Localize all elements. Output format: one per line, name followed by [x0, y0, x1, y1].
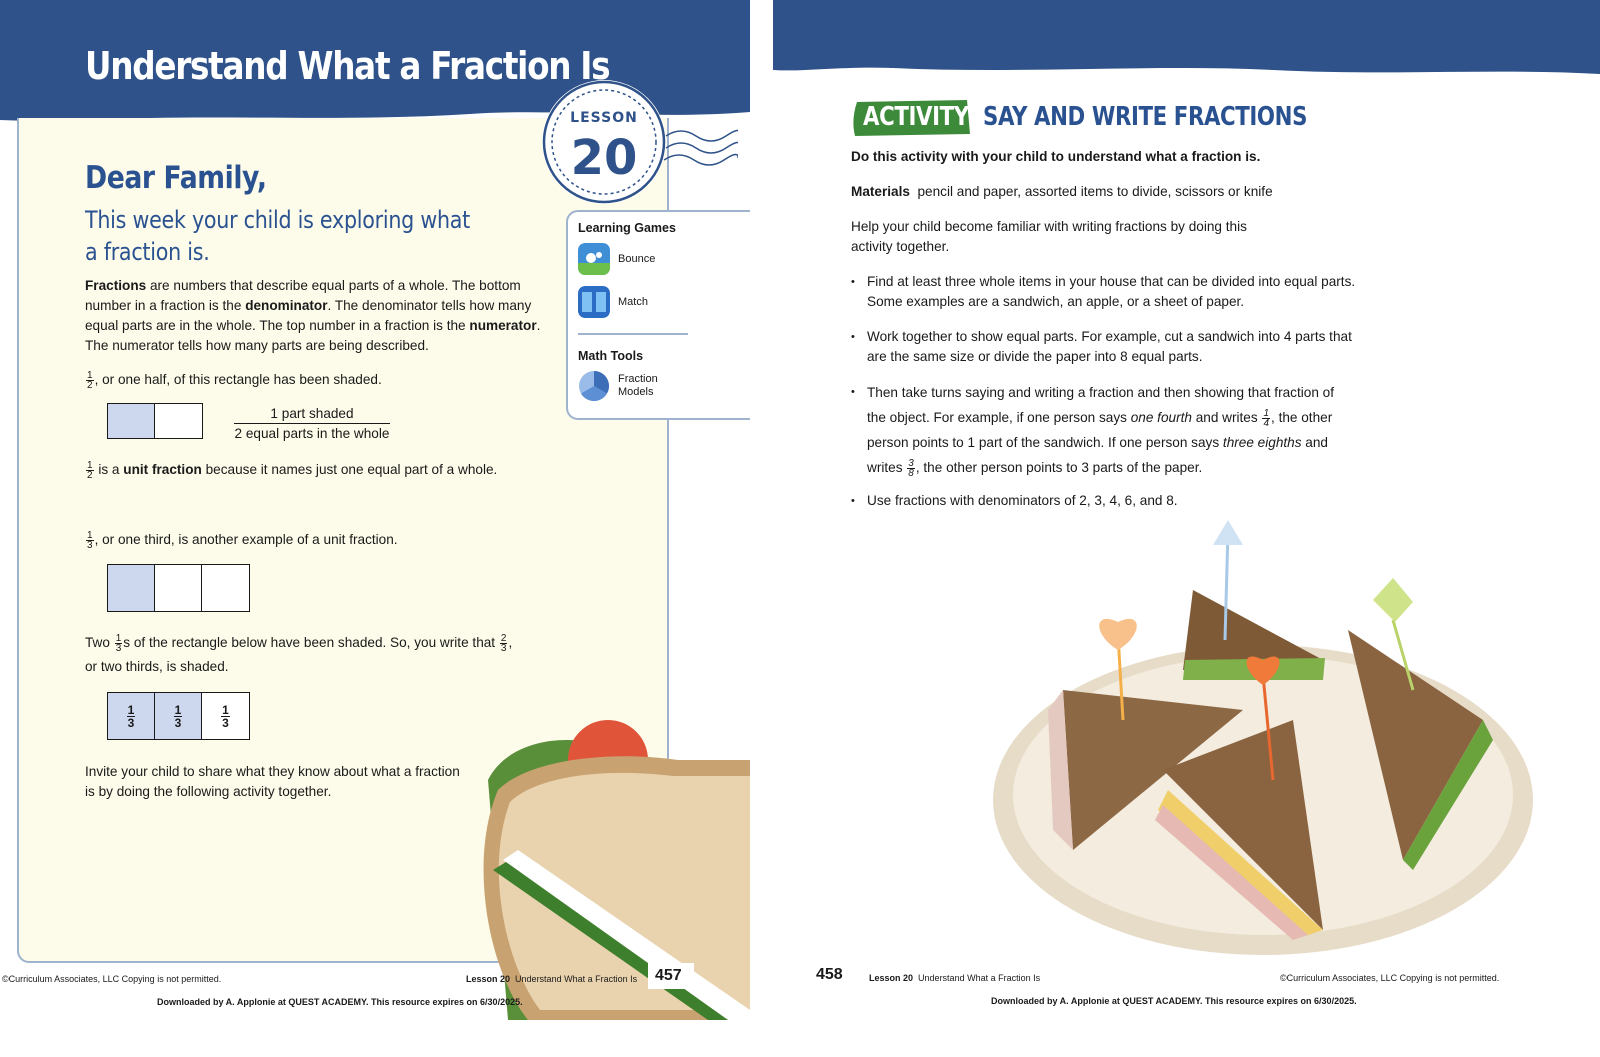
- sidebar-divider: [578, 333, 688, 335]
- model-cell-shaded: $\frac{1}{3}$: [108, 693, 155, 739]
- bullet-item: • Find at least three whole items in your house that can be divided into equal parts. Some examples are a sandwich, an apple, or a sheet of paper.: [851, 272, 1371, 312]
- unit-fraction-sentence: $\frac{1}{2}$ is a unit fraction because it names just one equal part of a whole.: [87, 459, 498, 481]
- left-footer-lesson: Lesson 20 Understand What a Fraction Is: [466, 974, 638, 984]
- lesson-label: LESSON: [570, 110, 638, 126]
- invite-paragraph: Invite your child to share what they know about what a fraction is by doing the following activity together.: [85, 764, 460, 799]
- game-match-label: Match: [618, 295, 648, 308]
- fraction-models-icon: [578, 370, 610, 402]
- subtitle-line-2: a fraction is.: [85, 238, 210, 266]
- greeting: Dear Family,: [85, 160, 267, 196]
- bounce-app-icon: [578, 243, 610, 275]
- one-half-sentence: $\frac{1}{2}$ , or one half, of this rectangle has been shaded.: [87, 369, 382, 391]
- right-footer-lesson: Lesson 20 Understand What a Fraction Is: [869, 973, 1041, 983]
- right-download-note: Downloaded by A. Applonie at QUEST ACADEMY. This resource expires on 6/30/2025.: [991, 996, 1357, 1006]
- two-thirds-sentence: Two $\frac{1}{3}$ s of the rectangle below have been shaded. So, you write that $\frac{2}{3}$ , or two thirds, is shaded.: [85, 632, 513, 674]
- match-app-icon: [578, 286, 610, 318]
- game-bounce-label: Bounce: [618, 252, 656, 265]
- top-banner: [773, 0, 1600, 80]
- bullet-item: • Then take turns saying and writing a fraction and then showing that fraction of the object. For example, if one person says one fourth and writes $\frac{1}{4}$ , the other person points to 1 part of the sandwich. If one person says three eighths and writes $\frac{3}{8}$ , the other person points to 3 parts of the paper.: [851, 380, 1371, 480]
- two-thirds-model: [107, 692, 250, 740]
- fraction-models-label: Fraction Models: [618, 373, 658, 398]
- model-cell: [155, 404, 202, 438]
- activity-lead: Do this activity with your child to understand what a fraction is.: [851, 149, 1261, 164]
- halves-model: [107, 403, 203, 439]
- intro-paragraph: Fractions are numbers that describe equal parts of a whole. The bottom number in a fraction is the denominator. The denominator tells how many equal parts are in the whole. The top number in a fraction is the numerator. The numerator tells how many parts are being described.: [85, 278, 541, 353]
- game-match[interactable]: [578, 286, 648, 318]
- bullet-item: • Work together to show equal parts. For example, cut a sandwich into 4 parts that are the same size or divide the paper into 8 equal parts.: [851, 327, 1371, 367]
- model-cell-shaded: [108, 404, 155, 438]
- model-cell-shaded: $\frac{1}{3}$: [155, 693, 202, 739]
- lesson-stamp-icon: [538, 76, 738, 206]
- left-copyright: ©Curriculum Associates, LLC Copying is not permitted.: [2, 974, 222, 984]
- one-third-sentence: $\frac{1}{3}$ , or one third, is another example of a unit fraction.: [87, 529, 398, 551]
- lesson-number: 20: [570, 130, 638, 186]
- tool-fraction-models[interactable]: [578, 370, 658, 402]
- right-page: [773, 0, 1600, 1057]
- fraction-one-half: $\frac{1}{2}$: [87, 369, 93, 391]
- model-cell: [155, 565, 202, 611]
- word-fraction: 1 part shaded 2 equal parts in the whole: [234, 406, 390, 441]
- game-bounce[interactable]: [578, 243, 655, 275]
- model-cell: [202, 565, 249, 611]
- subtitle-line-1: This week your child is exploring what: [85, 206, 470, 234]
- thirds-model: [107, 564, 250, 612]
- math-tools-heading: Math Tools: [578, 349, 644, 363]
- model-cell: $\frac{1}{3}$: [202, 693, 249, 739]
- right-page-number: 458: [816, 966, 843, 983]
- model-cell-shaded: [108, 565, 155, 611]
- right-copyright: ©Curriculum Associates, LLC Copying is not permitted.: [1280, 973, 1500, 983]
- materials-line: Materials pencil and paper, assorted items to divide, scissors or knife: [851, 184, 1273, 199]
- activity-tag-label: ACTIVITY: [863, 102, 969, 132]
- left-page: [0, 0, 750, 1057]
- learning-games-heading: Learning Games: [578, 221, 676, 235]
- left-download-note: Downloaded by A. Applonie at QUEST ACADEMY. This resource expires on 6/30/2025.: [157, 997, 523, 1007]
- left-page-number: 457: [655, 967, 682, 984]
- activity-title: SAY AND WRITE FRACTIONS: [983, 102, 1308, 132]
- sandwich-plate-photo: [963, 510, 1533, 960]
- page-title: Understand What a Fraction Is: [85, 44, 610, 88]
- help-paragraph: Help your child become familiar with writing fractions by doing this activity together.: [851, 219, 1247, 254]
- bullet-item: • Use fractions with denominators of 2, 3, 4, 6, and 8.: [851, 491, 1371, 511]
